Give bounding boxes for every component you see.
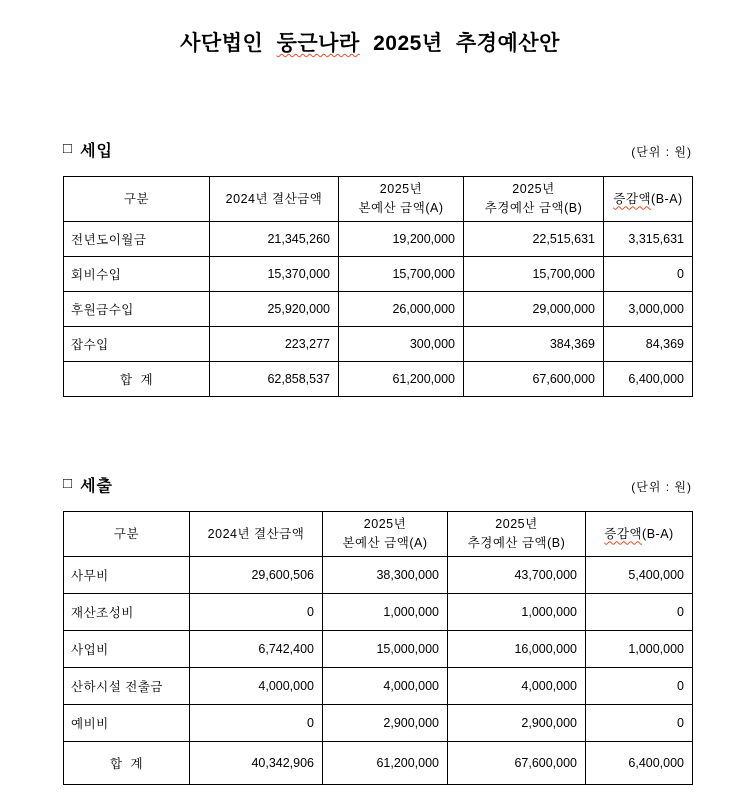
- revenue-heading-label: 세입: [80, 143, 113, 160]
- header-supp-line1: 2025년: [512, 182, 555, 196]
- budget-a-cell: 4,000,000: [323, 668, 448, 705]
- document-content: [63, 138, 692, 785]
- settled-2024-cell: 62,858,537: [210, 362, 339, 397]
- row-label-cell: 회비수입: [64, 257, 210, 292]
- diff-suffix: (B-A): [651, 191, 683, 206]
- settled-2024-cell: 40,342,906: [190, 742, 323, 785]
- diff-cell: 0: [604, 257, 693, 292]
- table-row: [64, 631, 693, 668]
- budget-a-cell: 38,300,000: [323, 557, 448, 594]
- settled-2024-cell: 0: [190, 594, 323, 631]
- settled-2024-cell: 0: [190, 705, 323, 742]
- revenue-section-header: [63, 138, 692, 161]
- supp-b-cell: 43,700,000: [448, 557, 586, 594]
- square-bullet-icon: □: [63, 140, 74, 157]
- settled-2024-cell: 15,370,000: [210, 257, 339, 292]
- expenditure-table: [63, 511, 693, 785]
- diff-cell: 0: [586, 668, 693, 705]
- header-cell-2025-main-budget: [339, 177, 464, 222]
- settled-2024-cell: 6,742,400: [190, 631, 323, 668]
- row-label-cell: 후원금수입: [64, 292, 210, 327]
- header-cell-2025-main-budget: [323, 512, 448, 557]
- header-cell-2025-supp-budget: [448, 512, 586, 557]
- diff-label: 증감액: [613, 191, 652, 206]
- supp-b-cell: 22,515,631: [464, 222, 604, 257]
- header-supp-line2: 추경예산 금액(B): [467, 536, 566, 550]
- row-label-cell: 예비비: [64, 705, 190, 742]
- diff-cell: 84,369: [604, 327, 693, 362]
- settled-2024-cell: 4,000,000: [190, 668, 323, 705]
- diff-cell: 0: [586, 594, 693, 631]
- supp-b-cell: 15,700,000: [464, 257, 604, 292]
- diff-cell: 3,000,000: [604, 292, 693, 327]
- title-prefix: 사단법인: [180, 32, 277, 55]
- revenue-section-heading: [63, 138, 113, 161]
- expenditure-section-heading: [63, 473, 113, 496]
- budget-a-cell: 15,700,000: [339, 257, 464, 292]
- budget-a-cell: 61,200,000: [323, 742, 448, 785]
- expenditure-unit-label: (단위 : 원): [631, 480, 692, 494]
- expenditure-section-header: [63, 473, 692, 496]
- table-row: [64, 327, 693, 362]
- settled-2024-cell: 29,600,506: [190, 557, 323, 594]
- budget-a-cell: 1,000,000: [323, 594, 448, 631]
- table-row: [64, 668, 693, 705]
- settled-2024-cell: 21,345,260: [210, 222, 339, 257]
- supp-b-cell: 67,600,000: [448, 742, 586, 785]
- diff-cell: 1,000,000: [586, 631, 693, 668]
- budget-a-cell: 26,000,000: [339, 292, 464, 327]
- header-main-line2: 본예산 금액(A): [342, 536, 428, 550]
- settled-2024-cell: 223,277: [210, 327, 339, 362]
- square-bullet-icon: □: [63, 475, 74, 492]
- document-title: [0, 0, 740, 57]
- supp-b-cell: 16,000,000: [448, 631, 586, 668]
- row-label-cell: 재산조성비: [64, 594, 190, 631]
- table-row: [64, 705, 693, 742]
- total-row: [64, 742, 693, 785]
- budget-a-cell: 19,200,000: [339, 222, 464, 257]
- diff-suffix: (B-A): [642, 526, 674, 541]
- title-misspelled-word: 둥근나라: [276, 32, 360, 55]
- table-row: [64, 222, 693, 257]
- header-cell-category: 구분: [64, 512, 190, 557]
- row-label-cell: 전년도이월금: [64, 222, 210, 257]
- total-label-cell: 합 계: [64, 742, 190, 785]
- header-main-line1: 2025년: [363, 517, 407, 531]
- supp-b-cell: 29,000,000: [464, 292, 604, 327]
- header-main-line1: 2025년: [379, 182, 423, 196]
- budget-a-cell: 300,000: [339, 327, 464, 362]
- diff-cell: 5,400,000: [586, 557, 693, 594]
- total-row: [64, 362, 693, 397]
- header-cell-difference: [586, 512, 693, 557]
- header-main-line2: 본예산 금액(A): [358, 201, 444, 215]
- diff-cell: 6,400,000: [586, 742, 693, 785]
- header-cell-difference: [604, 177, 693, 222]
- budget-a-cell: 15,000,000: [323, 631, 448, 668]
- table-row: [64, 257, 693, 292]
- settled-2024-cell: 25,920,000: [210, 292, 339, 327]
- supp-b-cell: 384,369: [464, 327, 604, 362]
- row-label-cell: 사무비: [64, 557, 190, 594]
- revenue-unit-label: (단위 : 원): [631, 145, 692, 159]
- supp-b-cell: 67,600,000: [464, 362, 604, 397]
- diff-cell: 3,315,631: [604, 222, 693, 257]
- revenue-header-row: [64, 177, 693, 222]
- supp-b-cell: 2,900,000: [448, 705, 586, 742]
- row-label-cell: 잡수입: [64, 327, 210, 362]
- diff-label: 증감액: [604, 526, 643, 541]
- title-suffix: 2025년 추경예산안: [359, 32, 560, 55]
- diff-cell: 0: [586, 705, 693, 742]
- header-cell-2024-settled: 2024년 결산금액: [190, 512, 323, 557]
- header-cell-2024-settled: 2024년 결산금액: [210, 177, 339, 222]
- revenue-table: [63, 176, 693, 397]
- budget-a-cell: 61,200,000: [339, 362, 464, 397]
- row-label-cell: 산하시설 전출금: [64, 668, 190, 705]
- header-cell-category: 구분: [64, 177, 210, 222]
- header-supp-line2: 추경예산 금액(B): [484, 201, 583, 215]
- table-row: [64, 594, 693, 631]
- table-row: [64, 557, 693, 594]
- row-label-cell: 사업비: [64, 631, 190, 668]
- supp-b-cell: 1,000,000: [448, 594, 586, 631]
- total-label-cell: 합 계: [64, 362, 210, 397]
- header-cell-2025-supp-budget: [464, 177, 604, 222]
- table-row: [64, 292, 693, 327]
- expenditure-heading-label: 세출: [80, 478, 113, 495]
- budget-a-cell: 2,900,000: [323, 705, 448, 742]
- header-supp-line1: 2025년: [495, 517, 538, 531]
- diff-cell: 6,400,000: [604, 362, 693, 397]
- supp-b-cell: 4,000,000: [448, 668, 586, 705]
- expenditure-header-row: [64, 512, 693, 557]
